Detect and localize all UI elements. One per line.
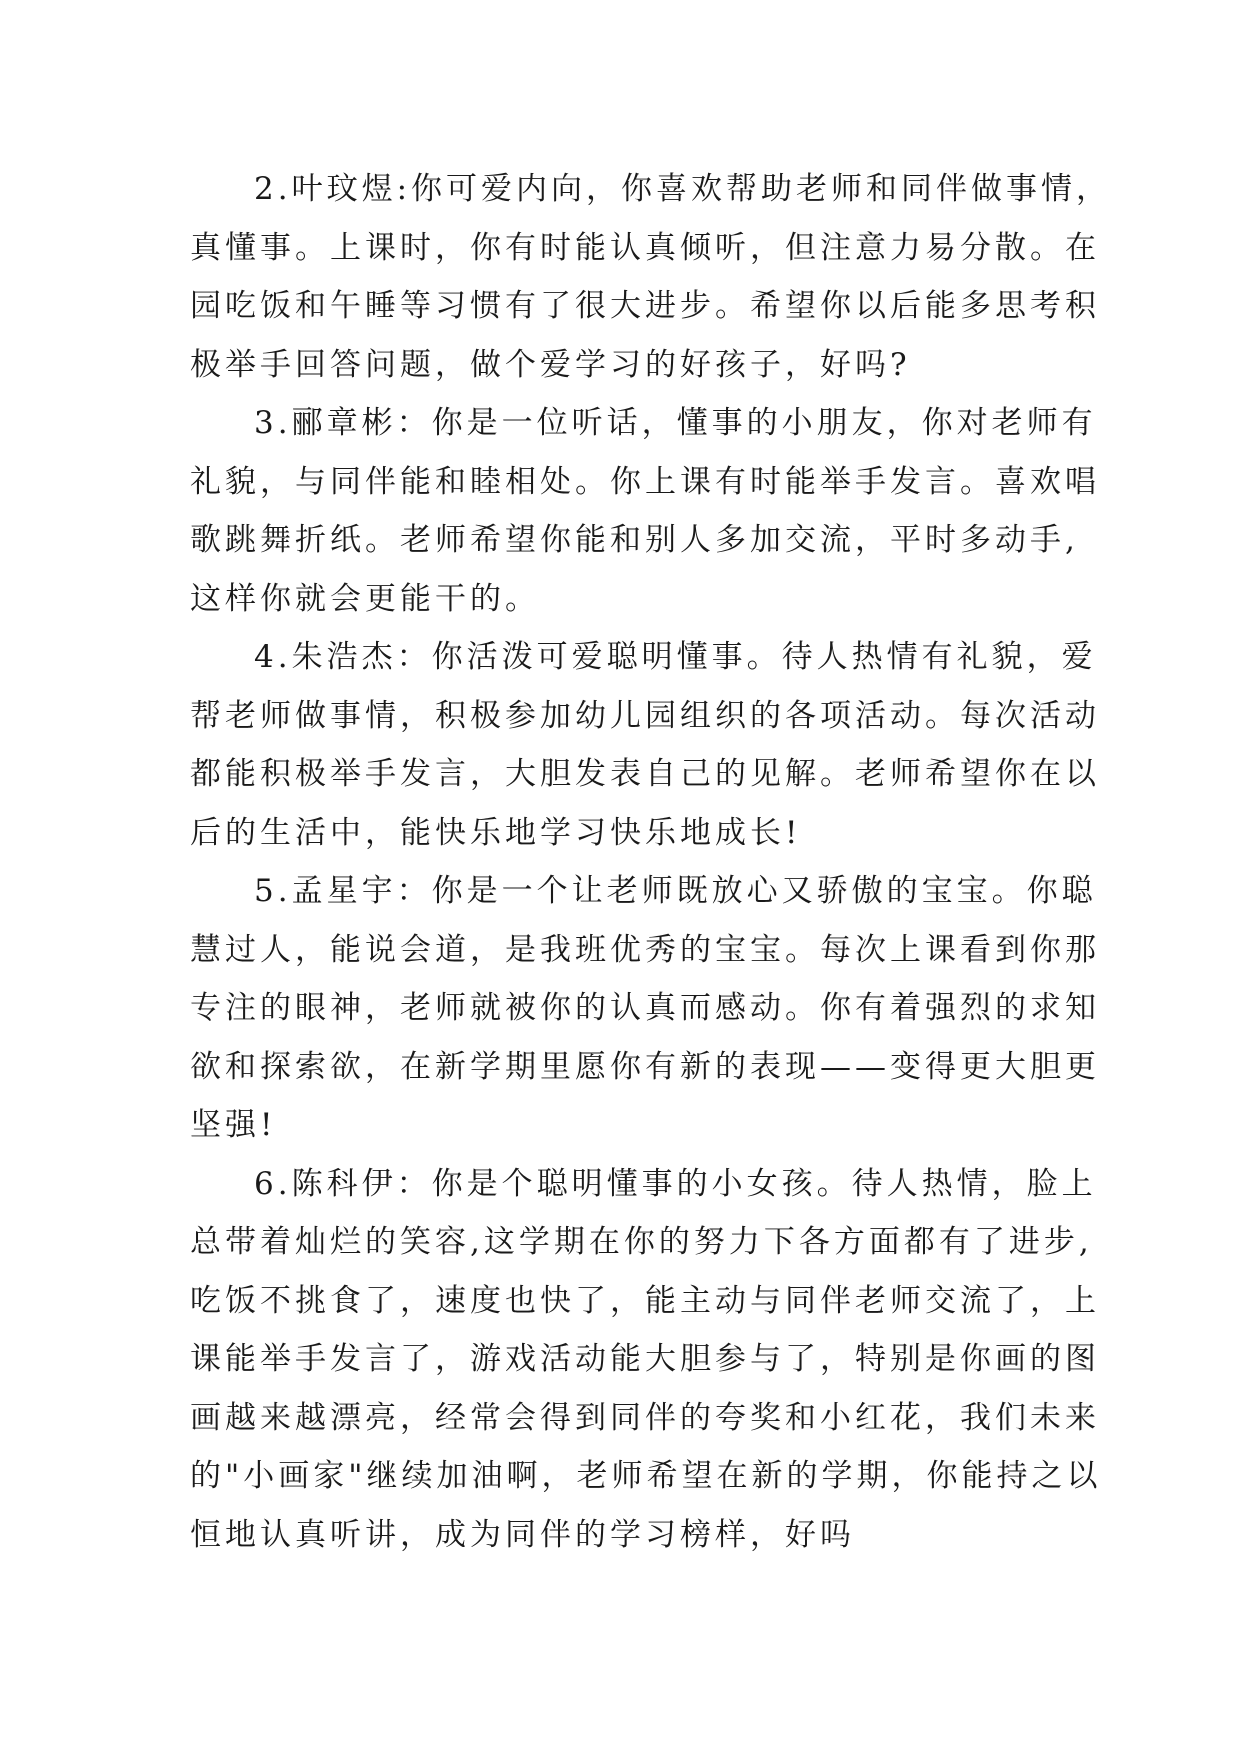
paragraph-line: 画越来越漂亮，经常会得到同伴的夸奖和小红花，我们未来 [190, 1399, 1100, 1436]
paragraph-5 [190, 862, 1100, 1155]
paragraph-line: 都能积极举手发言，大胆发表自己的见解。老师希望你在以 [190, 756, 1100, 792]
paragraph-line: 3.郦章彬：你是一位听话，懂事的小朋友，你对老师有 [254, 405, 1097, 441]
paragraph-line: 课能举手发言了，游戏活动能大胆参与了，特别是你画的图 [190, 1341, 1100, 1377]
paragraph-line: 慧过人，能说会道，是我班优秀的宝宝。每次上课看到你那 [190, 931, 1100, 968]
paragraph-line: 的"小画家"继续加油啊，老师希望在新的学期，你能持之以 [190, 1458, 1102, 1494]
paragraph-line: 5.孟星宇：你是一个让老师既放心又骄傲的宝宝。你聪 [254, 873, 1097, 909]
paragraph-line: 帮老师做事情，积极参加幼儿园组织的各项活动。每次活动 [190, 697, 1100, 734]
paragraph-line: 恒地认真听讲，成为同伴的学习榜样，好吗 [190, 1516, 855, 1553]
paragraph-line: 后的生活中，能快乐地学习快乐地成长! [190, 814, 802, 851]
paragraph-line: 真懂事。上课时，你有时能认真倾听，但注意力易分散。在 [190, 229, 1100, 266]
paragraph-line: 极举手回答问题，做个爱学习的好孩子，好吗? [190, 346, 911, 383]
paragraph-4 [190, 628, 1100, 862]
document-body [190, 160, 1112, 1564]
paragraph-line: 歌跳舞折纸。老师希望你能和别人多加交流，平时多动手, [190, 522, 1079, 558]
paragraph-line: 专注的眼神，老师就被你的认真而感动。你有着强烈的求知 [190, 990, 1100, 1026]
paragraph-line: 4.朱浩杰：你活泼可爱聪明懂事。待人热情有礼貌，爱 [254, 639, 1097, 675]
paragraph-line: 吃饭不挑食了，速度也快了，能主动与同伴老师交流了，上 [190, 1282, 1100, 1319]
paragraph-line: 礼貌，与同伴能和睦相处。你上课有时能举手发言。喜欢唱 [190, 463, 1100, 500]
paragraph-line: 这样你就会更能干的。 [190, 580, 540, 617]
paragraph-3 [190, 394, 1100, 628]
paragraph-line: 园吃饭和午睡等习惯有了很大进步。希望你以后能多思考积 [190, 288, 1100, 324]
paragraph-line: 欲和探索欲，在新学期里愿你有新的表现——变得更大胆更 [190, 1048, 1100, 1085]
paragraph-2 [190, 160, 1112, 394]
paragraph-6 [190, 1155, 1102, 1565]
paragraph-line: 总带着灿烂的笑容,这学期在你的努力下各方面都有了进步, [190, 1224, 1093, 1260]
paragraph-line: 6.陈科伊：你是个聪明懂事的小女孩。待人热情，脸上 [254, 1165, 1097, 1202]
paragraph-line: 2.叶玟煜:你可爱内向，你喜欢帮助老师和同伴做事情， [254, 171, 1112, 207]
paragraph-line: 坚强! [190, 1107, 277, 1143]
